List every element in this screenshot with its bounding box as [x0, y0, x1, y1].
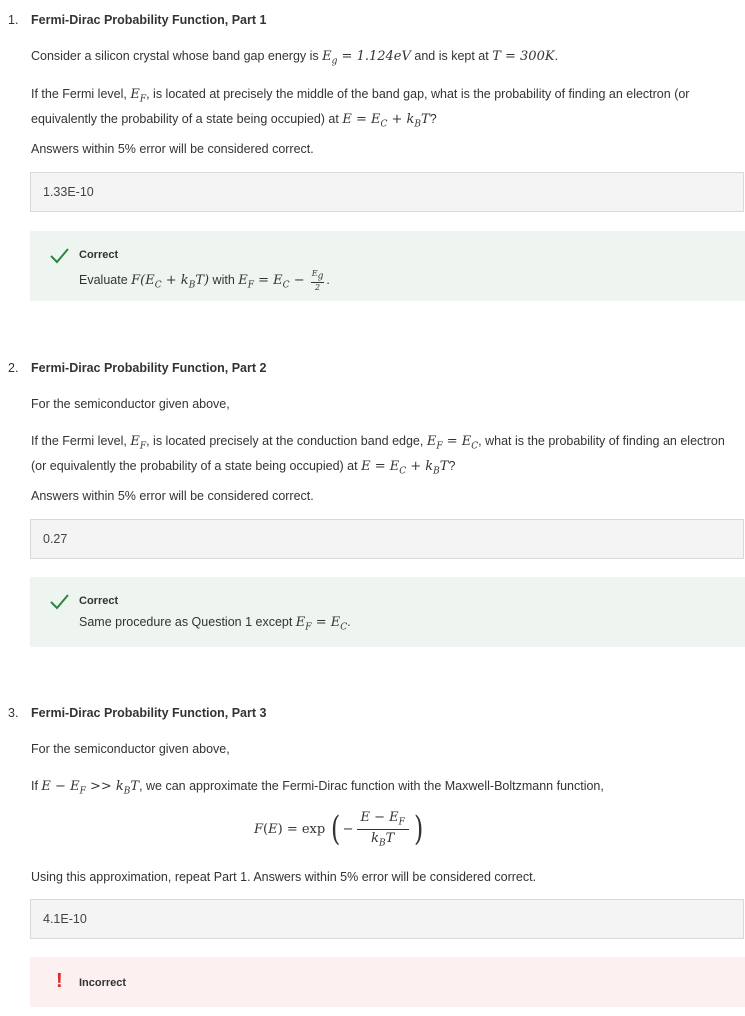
math-energy: $E = E_C + k_BT$: [342, 111, 430, 130]
answer-field[interactable]: [30, 899, 744, 939]
math-band-gap: $E_g = 1.124eV$: [322, 49, 411, 67]
feedback-status: Incorrect: [79, 977, 127, 989]
feedback-correct: [30, 577, 745, 647]
check-icon: [48, 591, 70, 613]
answer-value: 4.1E-10: [43, 912, 87, 926]
feedback-incorrect: [30, 957, 745, 1007]
exclamation-icon: !: [56, 970, 63, 992]
feedback-status: Correct: [79, 595, 119, 607]
question-3-instruction: Using this approximation, repeat Part 1. Answers within 5% error will be considered correct.: [31, 870, 537, 884]
question-1-question: If the Fermi level, $E_F$, is located at precisely the middle of the band gap, what is the probability of finding an electron (or equivalently the probability of a state being occupied) at $E = E_C + k_BT$?: [31, 87, 690, 130]
math-temperature: T = 300K: [492, 49, 555, 64]
question-title: Fermi-Dirac Probability Function, Part 3: [31, 706, 267, 720]
answer-field[interactable]: [30, 519, 744, 559]
question-title: Fermi-Dirac Probability Function, Part 2: [31, 361, 267, 375]
question-3-prompt: For the semiconductor given above,: [31, 742, 230, 756]
feedback-text: Evaluate $F(E_C + k_BT)$ with $E_F = E_C$ − $\frac{E_g}{2}$ .: [79, 269, 330, 292]
answer-field[interactable]: [30, 172, 744, 212]
math-fermi-level: $E_F$: [130, 87, 147, 105]
question-1-prompt: Consider a silicon crystal whose band gap energy is $E_g = 1.124eV$ and is kept at T = 300K.: [31, 49, 559, 67]
question-2-question: If the Fermi level, $E_F$, is located precisely at the conduction band edge, $E_F = E_C$, what is the probability of finding an electron (or equivalently the probability of a state being occupied) at $E = E_C + k_BT$?: [31, 434, 725, 477]
question-2-tolerance: Answers within 5% error will be considered correct.: [31, 489, 314, 503]
answer-value: 1.33E-10: [43, 185, 94, 199]
check-icon: [48, 245, 70, 267]
feedback-text: Same procedure as Question 1 except $E_F = E_C$.: [79, 615, 351, 633]
feedback-correct: [30, 231, 745, 301]
question-number: 2.: [8, 361, 19, 375]
question-title: Fermi-Dirac Probability Function, Part 1: [31, 13, 267, 27]
question-number: 3.: [8, 706, 19, 720]
question-2-prompt: For the semiconductor given above,: [31, 397, 230, 411]
question-1-tolerance: Answers within 5% error will be considered correct.: [31, 142, 314, 156]
question-number: 1.: [8, 13, 19, 27]
answer-value: 0.27: [43, 532, 68, 546]
feedback-status: Correct: [79, 249, 119, 261]
maxwell-boltzmann-equation: F ( E ) = exp ( − $\frac{E - E_F}{k_BT}$ ): [254, 809, 424, 850]
question-3-question: If $E - E_F >> k_BT$, we can approximate the Fermi-Dirac function with the Maxwell-Boltzmann function,: [31, 779, 604, 797]
